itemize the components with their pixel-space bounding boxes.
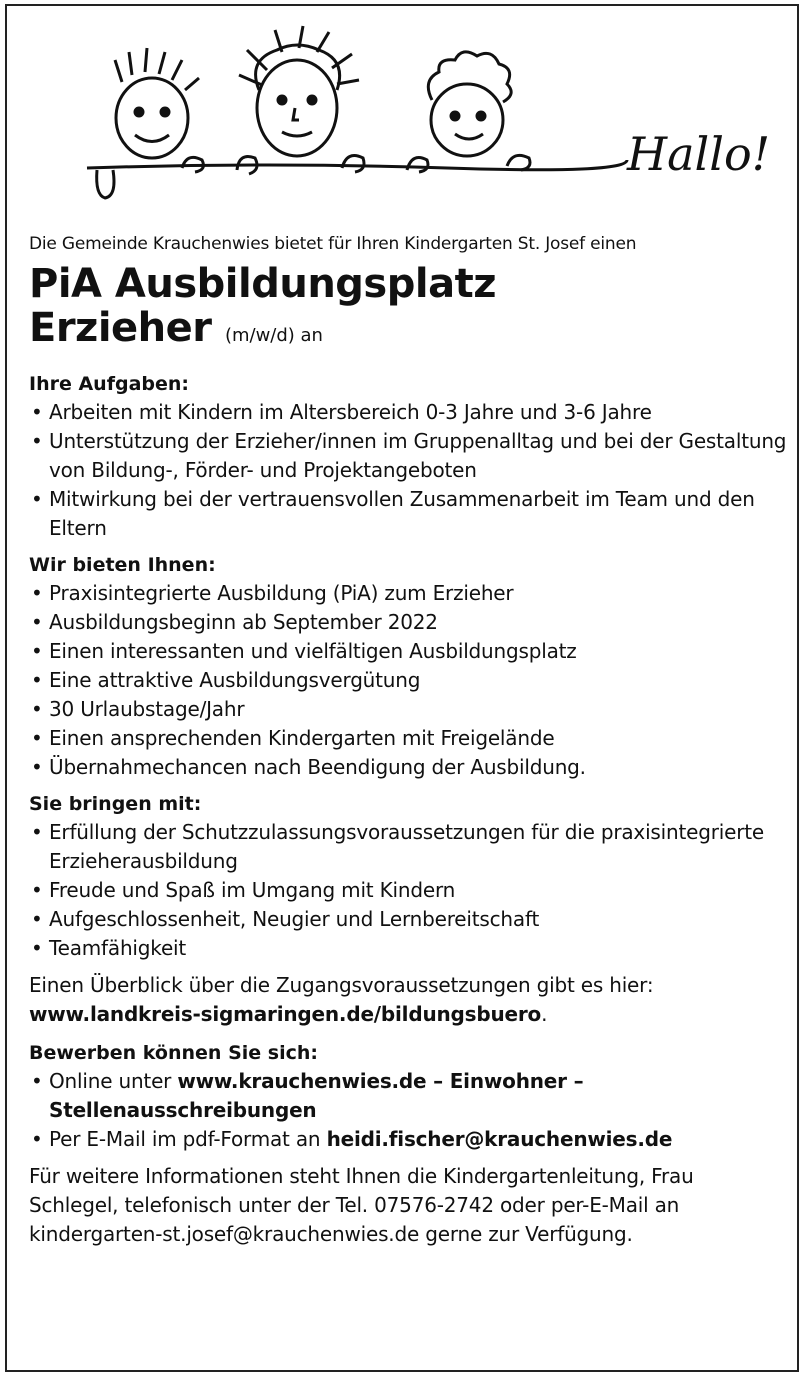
bieten-list	[29, 579, 789, 782]
list-item	[29, 905, 789, 934]
krauchenwies-link[interactable]: www.krauchenwies.de – Einwohner – Stellenausschreibungen	[49, 1069, 584, 1122]
list-item	[29, 485, 789, 543]
bullet-icon: •	[31, 697, 43, 721]
list-item-text: 30 Urlaubstage/Jahr	[49, 697, 245, 721]
list-item-text: Einen ansprechenden Kindergarten mit Freigelände	[49, 726, 555, 750]
list-item-text: Teamfähigkeit	[49, 936, 187, 960]
list-item-text: Erfüllung der Schutzzulassungsvoraussetzungen für die praxisintegrierte Erzieherausbildung	[49, 820, 764, 873]
bullet-icon: •	[31, 907, 43, 931]
bullet-icon: •	[31, 1127, 43, 1151]
online-prefix: Online unter	[49, 1069, 172, 1093]
job-title-line1: PiA Ausbildungsplatz	[29, 261, 496, 307]
bullet-icon: •	[31, 639, 43, 663]
intro-text: Die Gemeinde Krauchenwies bietet für Ihren Kindergarten St. Josef einen	[29, 234, 637, 254]
job-title-suffix: (m/w/d) an	[224, 325, 323, 346]
list-item	[29, 637, 789, 666]
girl-face-icon	[237, 26, 364, 174]
bringen-heading: Sie bringen mit:	[29, 793, 202, 815]
list-item-text: Einen interessanten und vielfältigen Ausbildungsplatz	[49, 639, 577, 663]
bullet-icon: •	[31, 936, 43, 960]
bewerben-heading: Bewerben können Sie sich:	[29, 1042, 318, 1064]
list-item	[29, 666, 789, 695]
list-item	[29, 818, 789, 876]
bullet-icon: •	[31, 668, 43, 692]
aufgaben-list	[29, 398, 789, 543]
curly-child-face-icon	[407, 52, 530, 172]
job-title-main: Erzieher	[29, 305, 212, 351]
list-item	[29, 876, 789, 905]
list-item-text: Ausbildungsbeginn ab September 2022	[49, 610, 438, 634]
list-item-text: Praxisintegrierte Ausbildung (PiA) zum Erzieher	[49, 581, 514, 605]
list-item	[29, 1125, 789, 1154]
list-item-text: Aufgeschlossenheit, Neugier und Lernbereitschaft	[49, 907, 540, 931]
email-prefix: Per E-Mail im pdf-Format an	[49, 1127, 321, 1151]
list-item	[29, 1067, 789, 1125]
bieten-heading: Wir bieten Ihnen:	[29, 554, 216, 576]
list-item-text: Freude und Spaß im Umgang mit Kindern	[49, 878, 456, 902]
header-illustration	[67, 20, 787, 210]
list-item-text: Arbeiten mit Kindern im Altersbereich 0-3 Jahre und 3-6 Jahre	[49, 400, 652, 424]
bullet-icon: •	[31, 878, 43, 902]
bildungsbuero-link[interactable]: www.landkreis-sigmaringen.de/bildungsbuero	[29, 1002, 542, 1026]
list-item	[29, 724, 789, 753]
email-link[interactable]: heidi.fischer@krauchenwies.de	[326, 1127, 673, 1151]
overview-link-end: .	[541, 1002, 548, 1026]
list-item	[29, 427, 789, 485]
overview-paragraph	[29, 971, 789, 1029]
overview-text: Einen Überblick über die Zugangsvoraussetzungen gibt es hier:	[29, 973, 654, 997]
list-item	[29, 695, 789, 724]
bullet-icon: •	[31, 581, 43, 605]
ad-frame	[5, 4, 799, 1372]
bringen-list	[29, 818, 789, 963]
hallo-text: Hallo!	[627, 127, 771, 181]
list-item	[29, 753, 789, 782]
boy-face-icon	[97, 48, 204, 198]
bullet-icon: •	[31, 726, 43, 750]
bewerben-list	[29, 1067, 789, 1154]
list-item-text: Unterstützung der Erzieher/innen im Gruppenalltag und bei der Gestaltung von Bildung-, Förder- und Projektangeboten	[49, 429, 787, 482]
job-title-line2	[29, 306, 789, 358]
bullet-icon: •	[31, 755, 43, 779]
bullet-icon: •	[31, 1069, 43, 1093]
contact-paragraph: Für weitere Informationen steht Ihnen die Kindergartenleitung, Frau Schlegel, telefonisch unter der Tel. 07576-2742 oder per-E-Mail an kindergarten-st.josef@krauchenwies.de gerne zur Verfügung.	[29, 1164, 694, 1246]
list-item	[29, 934, 789, 963]
list-item-text: Übernahmechancen nach Beendigung der Ausbildung.	[49, 755, 586, 779]
list-item	[29, 398, 789, 427]
bullet-icon: •	[31, 487, 43, 511]
list-item-text: Mitwirkung bei der vertrauensvollen Zusammenarbeit im Team und den Eltern	[49, 487, 755, 540]
ad-content	[29, 232, 789, 1259]
bullet-icon: •	[31, 400, 43, 424]
bullet-icon: •	[31, 429, 43, 453]
list-item	[29, 608, 789, 637]
bullet-icon: •	[31, 610, 43, 634]
aufgaben-heading: Ihre Aufgaben:	[29, 373, 189, 395]
bullet-icon: •	[31, 820, 43, 844]
list-item	[29, 579, 789, 608]
list-item-text: Eine attraktive Ausbildungsvergütung	[49, 668, 421, 692]
